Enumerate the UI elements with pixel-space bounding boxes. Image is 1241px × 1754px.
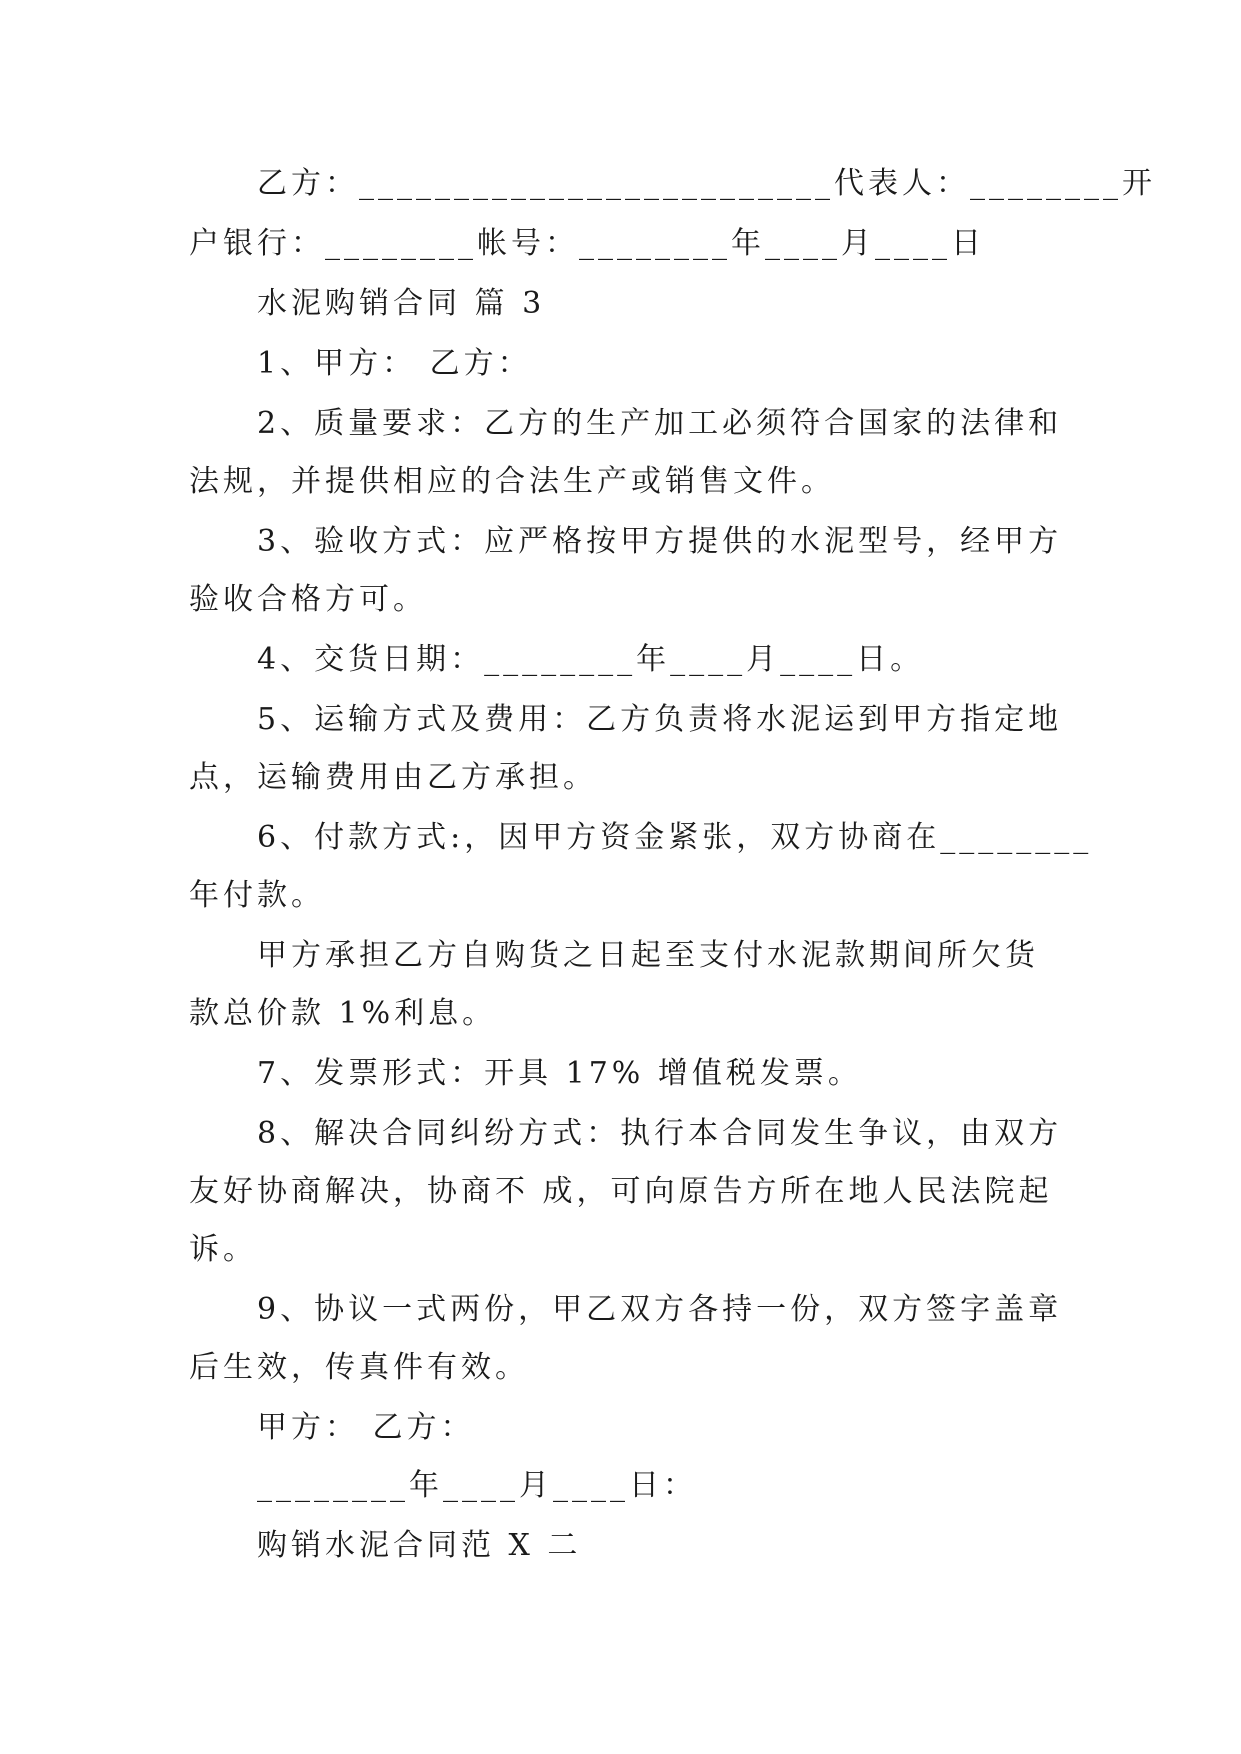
clause-8-line-2: 友好协商解决，协商不 成，可向原告方所在地人民法院起: [189, 1174, 1053, 1209]
bank-account-line: 户银行：________帐号：________年____月____日: [189, 226, 985, 261]
party-b-line: 乙方：_________________________代表人：________开: [257, 166, 1156, 201]
section-title: 水泥购销合同 篇 3: [257, 286, 546, 321]
clause-6-line-2: 年付款。: [189, 878, 325, 913]
clause-8-line-3: 诉。: [189, 1232, 257, 1267]
next-section-title: 购销水泥合同范 X 二: [257, 1528, 582, 1563]
clause-9-line-1: 9、协议一式两份，甲乙双方各持一份，双方签字盖章: [257, 1292, 1063, 1327]
clause-3-line-2: 验收合格方可。: [189, 582, 427, 617]
signature-date: ________年____月____日：: [257, 1468, 697, 1503]
clause-7: 7、发票形式：开具 17% 增值税发票。: [257, 1056, 862, 1091]
clause-4: 4、交货日期：________年____月____日。: [257, 642, 925, 677]
signature-parties: 甲方： 乙方：: [257, 1410, 475, 1445]
clause-9-line-2: 后生效，传真件有效。: [189, 1350, 529, 1385]
clause-5-line-2: 点，运输费用由乙方承担。: [189, 760, 597, 795]
clause-6-line-1: 6、付款方式:，因甲方资金紧张，双方协商在________: [257, 820, 1093, 855]
clause-5-line-1: 5、运输方式及费用：乙方负责将水泥运到甲方指定地: [257, 702, 1063, 737]
interest-line-1: 甲方承担乙方自购货之日起至支付水泥款期间所欠货: [257, 938, 1039, 973]
interest-line-2: 款总价款 1%利息。: [189, 996, 497, 1031]
clause-1: 1、甲方： 乙方：: [257, 346, 532, 381]
clause-8-line-1: 8、解决合同纠纷方式：执行本合同发生争议，由双方: [257, 1116, 1063, 1151]
clause-2-line-2: 法规，并提供相应的合法生产或销售文件。: [189, 464, 835, 499]
clause-3-line-1: 3、验收方式：应严格按甲方提供的水泥型号，经甲方: [257, 524, 1063, 559]
clause-2-line-1: 2、质量要求：乙方的生产加工必须符合国家的法律和: [257, 406, 1063, 441]
